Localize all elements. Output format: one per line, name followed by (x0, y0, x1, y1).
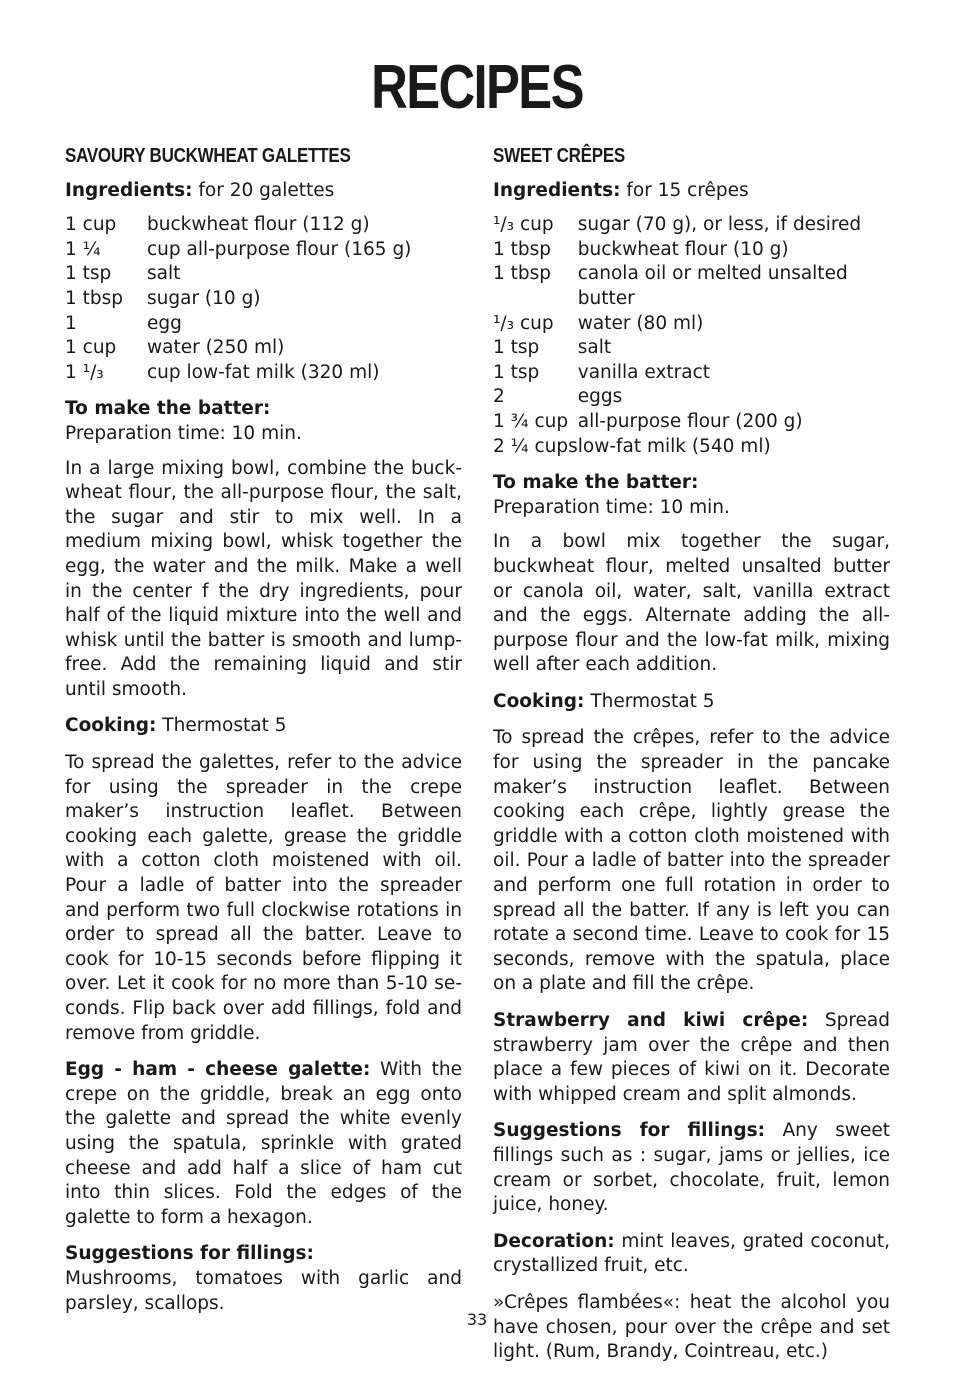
cooking-line: Cooking: Thermostat 5 (65, 715, 287, 737)
recipe-heading-galettes: SAVOURY BUCKWHEAT GALETTES (65, 145, 351, 167)
table-row: 1 tbsp canola oil or melted unsalted butter (493, 263, 848, 309)
ingredients-table (493, 213, 890, 459)
suggestions-text: Suggestions for fillings: Any sweet fillings such as : sugar, jams or jellies, ice cream or sorbet, chocolate, fruit, lemon juice, honey. (493, 1120, 890, 1216)
table-row: 1 tbsp sugar (10 g) (65, 287, 261, 309)
table-row: 1 ¾ cup all-purpose flour (200 g) (493, 410, 803, 432)
table-row: ¹/₃ cup sugar (70 g), or less, if desired (493, 214, 862, 236)
batter-text: In a large mixing bowl, combine the buckwheat flour, the all-purpose flour, the salt, the sugar and stir to mix well. In a medium mixing bowl, whisk together the egg, the water and the milk. Make a well in the center f the dry ingredients, pour half of the liquid mixture into the well and whisk until the batter is smooth and lump-free. Add the remaining liquid and stir until smooth. (65, 457, 462, 700)
table-row: 2 eggs (493, 386, 623, 408)
strawberry-kiwi-text: Strawberry and kiwi crêpe: Spread strawberry jam over the crêpe and then place a few pieces of kiwi on it. Decorate with whipped cream and split almonds. (493, 1010, 890, 1105)
table-row: 1 tsp vanilla extract (493, 361, 711, 383)
table-row: 1 tbsp buckwheat flour (10 g) (493, 238, 789, 260)
decoration-text: Decoration: mint leaves, grated coconut, crystallized fruit, etc. (493, 1230, 890, 1277)
batter-text: In a bowl mix together the sugar, buckwheat flour, melted unsalted butter or canola oil, water, salt, vanilla extract and the eggs. Alternate adding the all-purpose flour and the low-fat milk, mixing well after each addition. (493, 531, 890, 676)
cooking-line: Cooking: Thermostat 5 (493, 690, 715, 712)
table-row: 1 cup water (250 ml) (65, 337, 285, 359)
flambees-text: »Crêpes flambées«: heat the alcohol you have chosen, pour over the crêpe and set light. (Rum, Brandy, Cointreau, etc.) (493, 1291, 890, 1363)
table-row: 1 tsp salt (493, 337, 612, 359)
recipe-heading-crepes: SWEET CRÊPES (493, 145, 626, 167)
ingredients-line: Ingredients: for 15 crêpes (493, 179, 749, 201)
page-number: 33 (466, 1310, 488, 1329)
left-column (65, 144, 462, 1328)
table-row: 1 egg (65, 312, 182, 334)
table-row: 1 ¼ cup all-purpose flour (165 g) (65, 238, 412, 260)
ingredients-line: Ingredients: for 20 galettes (65, 179, 335, 201)
spread-text: To spread the crêpes, refer to the advice for using the spreader in the pancake maker’s instruction leaflet. Between cooking each crêpe, lightly grease the griddle with a cotton cloth moistened with oil. Pour a ladle of batter into the spreader and perform one full rotation in order to spread all the batter. If any is left you can rotate a second time. Leave to cook for 15 seconds, remove with the spatula, place on a plate and fill the crêpe. (493, 727, 890, 995)
right-column (493, 144, 890, 1377)
page-title: RECIPES (371, 53, 583, 122)
table-row: ¹/₃ cup water (80 ml) (493, 312, 704, 334)
suggestions-text: Suggestions for fillings: Mushrooms, tomatoes with garlic and parsley, scallops. (65, 1243, 462, 1314)
table-row: 1 tsp salt (65, 263, 181, 285)
batter-section: To make the batter: Preparation time: 10 min. (493, 472, 730, 518)
table-row: 1 ¹/₃ cup low-fat milk (320 ml) (65, 361, 380, 383)
table-row: 1 cup buckwheat flour (112 g) (65, 214, 370, 236)
batter-section: To make the batter: Preparation time: 10 min. (65, 398, 302, 444)
egg-ham-cheese-text: Egg - ham - cheese galette: With the crepe on the griddle, break an egg onto the galette and spread the white evenly using the spatula, sprinkle with grated cheese and add half a slice of ham cut into thin slices. Fold the edges of the galette to form a hexagon. (65, 1059, 462, 1228)
spread-text: To spread the galettes, refer to the advice for using the spreader in the crepe maker’s instruction leaflet. Between cooking each galette, grease the griddle with a cotton cloth moistened with oil. Pour a ladle of batter into the spreader and perform two full clockwise rotations in order to spread all the batter. Leave to cook for 10-15 seconds before flipping it over. Let it cook for no more than 5-10 seconds. Flip back over add fillings, fold and remove from griddle. (65, 752, 462, 1044)
table-row: 2 ¼ cups low-fat milk (540 ml) (493, 435, 771, 457)
ingredients-table (65, 213, 411, 385)
